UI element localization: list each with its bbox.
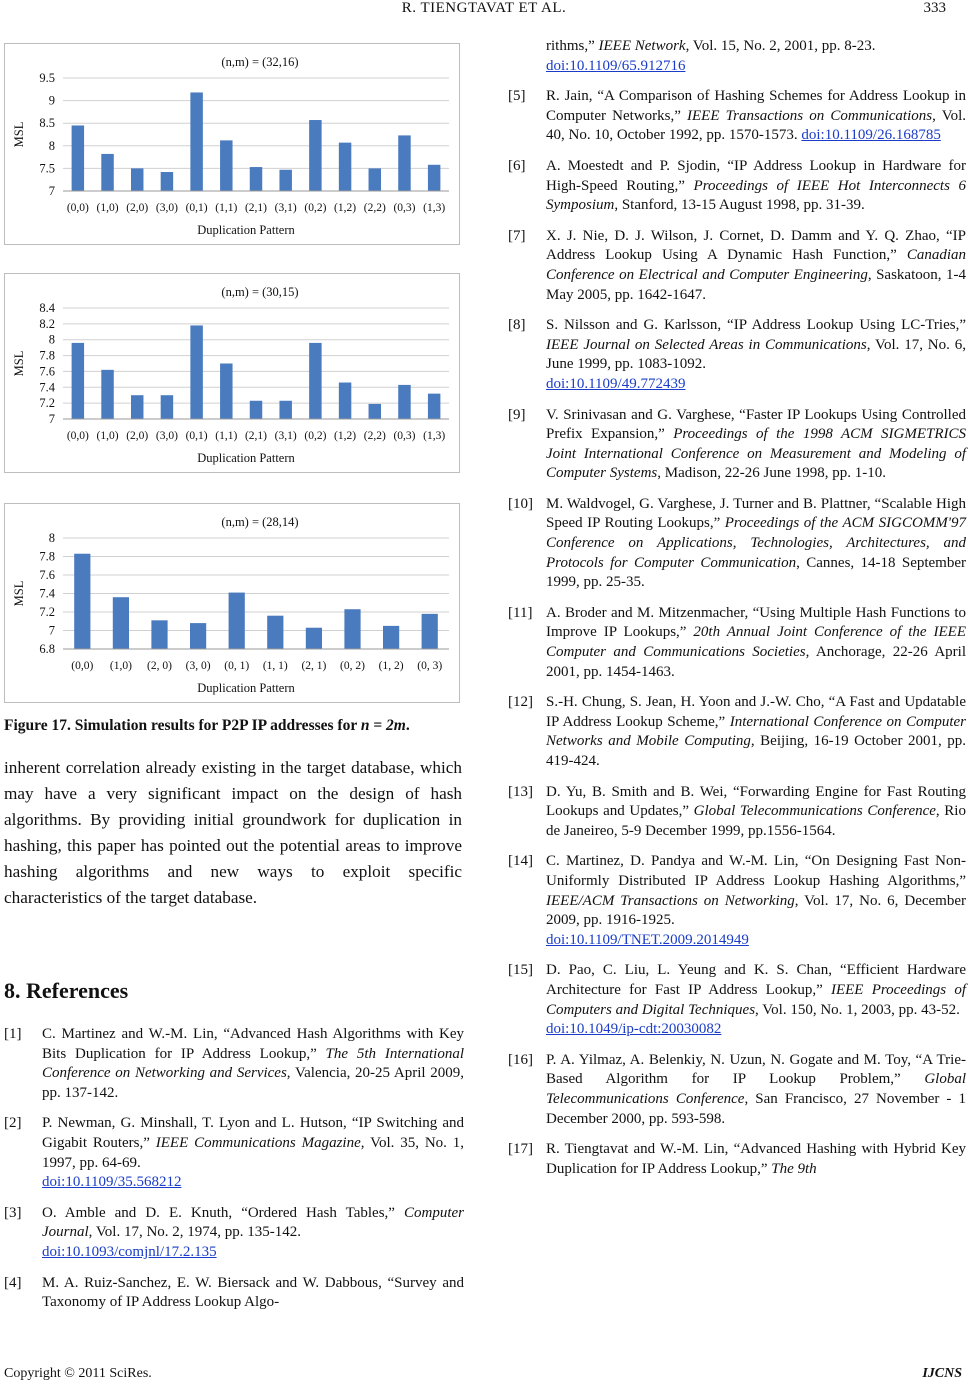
chart-panel-1 [4, 43, 460, 245]
references-heading: 8. References [4, 978, 129, 1003]
x-tick-label: (0,3) [393, 430, 416, 442]
reference-number: [3] [4, 1204, 22, 1221]
bar [428, 165, 440, 191]
reference-authors-title: C. Martinez, D. Pandya and W.-M. Lin, “On Designing Fast Non-Uniformly Distributed IP Address Lookup Hashing Algorithms,” [546, 853, 966, 889]
bar [250, 401, 262, 419]
y-tick-label: 9 [48, 93, 55, 108]
reference-authors-title: A. Moestedt and P. Sjodin, “IP Address Lookup in Hardware for High-Speed Routing,” [546, 157, 966, 194]
doi-link[interactable]: doi:10.1109/TNET.2009.2014949 [546, 931, 749, 948]
journal-footer: IJCNS [922, 1366, 962, 1381]
reference-number: [2] [4, 1115, 22, 1132]
x-tick-label: (1,2) [334, 430, 357, 442]
reference-entry [508, 961, 966, 1039]
reference-details: , Madison, 22-26 June 1998, pp. 1-10. [657, 465, 886, 482]
reference-details: , Cannes, 14-18 September 1999, pp. 25-35. [546, 554, 966, 591]
reference-number: [8] [508, 317, 526, 334]
chart-title: (n,m) = (32,16) [221, 55, 299, 69]
x-tick-label: (2,0) [126, 430, 149, 442]
reference-details: , Vol. 40, No. 10, October 1992, pp. 1570-1573. [546, 107, 967, 144]
x-axis-label: Duplication Pattern [197, 223, 295, 237]
reference-venue: IEEE Journal on Selected Areas in Communications [546, 336, 867, 353]
y-tick-label: 6.8 [39, 642, 55, 656]
x-tick-label: (2, 1) [301, 660, 327, 672]
chart-panel-3 [4, 503, 460, 703]
doi-link[interactable]: doi:10.1109/49.772439 [546, 375, 686, 392]
bar [131, 395, 143, 419]
reference-text [42, 1025, 464, 1103]
reference-venue: The 5th International Conference on Networking and Services [42, 1045, 464, 1082]
reference-venue: Computer Journal [42, 1204, 464, 1241]
reference-authors-title: A. Broder and M. Mitzenmacher, “Using Multiple Hash Functions to Improve IP Lookups,” [546, 604, 966, 641]
reference-entry [4, 1025, 464, 1103]
reference-text [546, 157, 966, 216]
x-tick-label: (2,2) [363, 202, 386, 214]
y-tick-label: 8.5 [39, 116, 55, 131]
reference-text [546, 316, 966, 394]
reference-entry [4, 1114, 464, 1192]
y-axis-label: MSL [12, 350, 26, 377]
reference-authors-title: V. Srinivasan and G. Varghese, “Faster IP Lookups Using Controlled Prefix Expansion,” [546, 406, 966, 443]
reference-text [546, 604, 966, 682]
reference-entry [508, 783, 966, 842]
x-tick-label: (0,0) [66, 430, 89, 442]
figure-caption [4, 715, 460, 737]
reference-authors-title: P. Newman, G. Minshall, T. Lyon and L. Hutson, “IP Switching and Gigabit Routers,” [42, 1115, 464, 1151]
bar [398, 385, 410, 419]
figure-caption-var: n [360, 717, 370, 734]
reference-text [42, 1274, 464, 1313]
y-tick-label: 8 [48, 332, 55, 347]
x-tick-label: (0,2) [304, 430, 327, 442]
reference-venue: Global Telecommunications Conference [693, 803, 936, 820]
doi-link[interactable]: doi:10.1109/26.168785 [801, 127, 941, 144]
reference-authors-title: P. A. Yilmaz, A. Belenkiy, N. Uzun, N. Gogate and M. Toy, “A Trie-Based Algorithm for IP Lookup Problem,” [546, 1051, 966, 1088]
y-tick-label: 7 [48, 412, 55, 426]
x-tick-label: (0, 1) [224, 660, 250, 672]
x-tick-label: (0,3) [393, 202, 416, 214]
x-tick-label: (1,0) [109, 660, 132, 672]
reference-details: , Vol. 17, No. 6, June 1999, pp. 1083-1092. [546, 336, 966, 373]
reference-number: [10] [508, 495, 533, 512]
reference-number: [4] [4, 1274, 22, 1291]
reference-venue: Proceedings of the ACM SIGCOMM'97 Conference on Applications, Technologies, Architectures, and Protocols for Computer Communication [546, 515, 967, 571]
bar [309, 343, 321, 419]
bar [190, 92, 202, 191]
reference-number: [7] [508, 227, 526, 244]
x-tick-label: (0,1) [185, 430, 208, 442]
reference-text [546, 406, 966, 484]
reference-venue: 20th Annual Joint Conference of the IEEE Computer and Communications Societies [546, 624, 966, 661]
x-tick-label: (0, 3) [417, 660, 443, 672]
reference-authors-title: M. A. Ruiz-Sanchez, E. W. Biersack and W. Dabbous, “Survey and Taxonomy of IP Address Lookup Algo- [42, 1274, 464, 1311]
bar [383, 626, 399, 649]
bar [161, 395, 173, 419]
doi-link[interactable]: doi:10.1109/35.568212 [42, 1174, 182, 1191]
reference-number: [15] [508, 962, 533, 979]
x-tick-label: (1,0) [96, 202, 119, 214]
bar [339, 383, 351, 419]
x-tick-label: (1,2) [334, 202, 357, 214]
reference-number: [17] [508, 1141, 533, 1158]
x-tick-label: (1,3) [423, 202, 446, 214]
bar [267, 616, 283, 649]
y-tick-label: 8 [48, 531, 55, 545]
y-tick-label: 7.2 [39, 605, 55, 619]
reference-details: , Anchorage, 22-26 April 2001, pp. 1454-1463. [546, 644, 966, 680]
reference-details: , Vol. 17, No. 6, December 2009, pp. 1916-1925. [546, 892, 966, 929]
reference-entry [508, 37, 966, 76]
reference-entry [508, 87, 966, 146]
doi-link[interactable]: doi:10.1093/comjnl/17.2.135 [42, 1243, 217, 1260]
chart-panel-2 [4, 273, 460, 473]
reference-text [546, 37, 966, 76]
bar [422, 614, 438, 649]
bar [306, 628, 322, 649]
x-axis-label: Duplication Pattern [197, 681, 295, 695]
x-tick-label: (1,0) [96, 430, 119, 442]
y-tick-label: 7 [48, 623, 55, 638]
reference-details: , Vol. 17, No. 2, 1974, pp. 135-142. [88, 1224, 302, 1241]
reference-venue: International Conference on Computer Networks and Mobile Computing [546, 713, 966, 750]
figure-caption-expr: 2m [386, 717, 406, 734]
y-axis-label: MSL [12, 121, 26, 148]
running-title: R. TIENGTAVAT ET AL. [401, 0, 567, 16]
x-tick-label: (2,2) [363, 430, 386, 442]
reference-entry [508, 495, 966, 593]
bar [428, 394, 440, 419]
page-number: 333 [923, 0, 946, 16]
bar [101, 154, 113, 191]
reference-number: [11] [508, 604, 533, 621]
reference-venue: IEEE Network [598, 38, 686, 54]
reference-authors-title: R. Jain, “A Comparison of Hashing Schemes for Address Lookup in Computer Networks,” [546, 88, 966, 124]
bar [339, 143, 351, 191]
reference-entry [508, 227, 966, 305]
reference-venue: Global Telecommunications Conference [546, 1071, 966, 1107]
bar [72, 125, 84, 191]
y-tick-label: 7.4 [39, 380, 55, 395]
reference-entry [508, 406, 966, 484]
bar [131, 168, 143, 191]
reference-details: , Stanford, 13-15 August 1998, pp. 31-39. [614, 197, 865, 214]
reference-authors-title: S.-H. Chung, S. Jean, H. Yoon and J.-W. Cho, “A Fast and Updatable IP Address Lookup Scheme,” [546, 694, 966, 730]
reference-details: , Vol. 15, No. 2, 2001, pp. 8-23. [685, 38, 876, 54]
x-tick-label: (1,1) [215, 202, 238, 214]
x-tick-label: (1, 1) [262, 660, 288, 672]
reference-entry [4, 1204, 464, 1263]
bar [74, 554, 90, 649]
reference-text [42, 1204, 464, 1263]
references-list-left [4, 1025, 464, 1324]
reference-venue: Proceedings of IEEE Hot Interconnects 6 Symposium [546, 177, 966, 214]
reference-details: , Beijing, 16-19 October 2001, pp. 419-424. [546, 733, 966, 769]
reference-number: [13] [508, 783, 533, 800]
y-tick-label: 7.5 [39, 161, 55, 176]
chart-title: (n,m) = (30,15) [221, 285, 299, 299]
reference-details: , Saskatoon, 1-4 May 2005, pp. 1642-1647. [546, 266, 966, 303]
bar [220, 364, 232, 420]
reference-details: , Vol. 150, No. 1, 2003, pp. 43-52. [755, 1001, 960, 1018]
reference-number: [14] [508, 853, 533, 870]
reference-venue: IEEE/ACM Transactions on Networking [546, 892, 795, 909]
reference-venue: IEEE Transactions on Communications [687, 107, 933, 124]
reference-entry [508, 316, 966, 394]
reference-details: , San Francisco, 27 November - 1 December 2000, pp. 593-598. [546, 1090, 967, 1127]
bar [190, 623, 206, 649]
bar [398, 135, 410, 191]
bar-chart-32-16 [5, 44, 459, 244]
y-axis-label: MSL [12, 580, 26, 607]
y-tick-label: 7.6 [39, 568, 55, 582]
y-tick-label: 7.8 [39, 549, 55, 564]
x-tick-label: (3,1) [274, 202, 297, 214]
reference-text [546, 693, 966, 771]
bar [113, 597, 129, 649]
bar-chart-28-14 [5, 504, 459, 702]
bar [101, 370, 113, 419]
reference-text [546, 961, 966, 1039]
x-tick-label: (0,1) [185, 202, 208, 214]
reference-authors-title: D. Yu, B. Smith and B. Wei, “Forwarding Engine for Fast Routing Lookups and Updates,” [546, 783, 966, 820]
y-tick-label: 7 [48, 184, 55, 198]
conclusion-paragraph: inherent correlation already existing in the target database, which may have a very significant impact on the design of hash algorithms. By providing initial groundwork for duplication in hashing, this paper has pointed out the potential areas to improve hashing algorithms and new ways to exploit specific characteristics of the target database. [4, 758, 462, 907]
reference-number: [5] [508, 88, 526, 105]
bar [279, 401, 291, 419]
reference-text [42, 1114, 464, 1192]
x-tick-label: (0,0) [66, 202, 89, 214]
figure-caption-end: . [405, 717, 410, 734]
references-list-right [508, 37, 966, 1190]
bar [220, 140, 232, 191]
reference-number: [1] [4, 1026, 22, 1042]
reference-entry [508, 852, 966, 950]
y-tick-label: 9.5 [39, 71, 55, 85]
reference-details: , Vol. 35, No. 1, 1997, pp. 64-69. [42, 1134, 464, 1171]
reference-text [546, 852, 966, 950]
reference-venue: The 9th [771, 1160, 817, 1177]
reference-authors-title: C. Martinez and W.-M. Lin, “Advanced Hash Algorithms with Key Bits Duplication for IP Address Lookup,” [42, 1026, 464, 1062]
x-tick-label: (0,0) [71, 660, 94, 672]
bar [229, 593, 245, 649]
reference-authors-title: S. Nilsson and G. Karlsson, “IP Address Lookup Using LC-Tries,” [546, 317, 966, 334]
y-tick-label: 8 [48, 138, 55, 153]
x-tick-label: (3, 0) [185, 660, 211, 672]
bar [344, 609, 360, 649]
y-tick-label: 7.6 [39, 364, 55, 379]
reference-number: [16] [508, 1051, 533, 1068]
reference-text [546, 1140, 966, 1179]
x-tick-label: (2,0) [126, 202, 149, 214]
bar [369, 404, 381, 419]
reference-authors-title: X. J. Nie, D. J. Wilson, J. Cornet, D. Damm and Y. Q. Zhao, “IP Address Lookup Using A Dynamic Hash Function,” [546, 227, 966, 264]
y-tick-label: 8.2 [39, 316, 55, 331]
reference-venue: Proceedings of the 1998 ACM SIGMETRICS Joint International Conference on Measurement and Modeling of Computer Systems [546, 426, 967, 482]
reference-entry [508, 693, 966, 771]
reference-entry [508, 1140, 966, 1179]
x-tick-label: (2,1) [244, 430, 268, 442]
reference-number: [6] [508, 157, 526, 174]
reference-text [546, 227, 966, 305]
bar [279, 170, 291, 191]
reference-details: , Rio de Janeireo, 5-9 December 1999, pp.1556-1564. [546, 803, 966, 839]
y-tick-label: 7.2 [39, 396, 55, 411]
reference-authors-title: D. Pao, C. Liu, L. Yeung and K. S. Chan, “Efficient Hardware Architecture for Fast IP Address Lookup,” [546, 962, 966, 998]
reference-entry [508, 604, 966, 682]
reference-venue: IEEE Communications Magazine [155, 1134, 361, 1151]
bar [250, 167, 262, 191]
reference-text [546, 87, 966, 146]
reference-text [546, 495, 966, 593]
doi-link[interactable]: doi:10.1109/65.912716 [546, 57, 686, 74]
x-tick-label: (0,2) [304, 202, 327, 214]
reference-venue: IEEE Proceedings of Computers and Digital Techniques [546, 981, 967, 1018]
reference-text [546, 783, 966, 842]
x-tick-label: (3,1) [274, 430, 297, 442]
doi-link[interactable]: doi:10.1049/ip-cdt:20030082 [546, 1021, 722, 1038]
reference-entry [4, 1274, 464, 1313]
x-tick-label: (3,0) [155, 202, 178, 214]
x-tick-label: (1, 2) [378, 660, 404, 672]
bar [151, 620, 167, 649]
x-tick-label: (2,1) [244, 202, 268, 214]
reference-number: [12] [508, 694, 533, 711]
reference-number: [9] [508, 406, 526, 423]
reference-entry [508, 157, 966, 216]
reference-authors-title: O. Amble and D. E. Knuth, “Ordered Hash Tables,” [42, 1204, 404, 1221]
bar [190, 325, 202, 419]
bar [309, 120, 321, 191]
reference-venue: Canadian Conference on Electrical and Computer Engineering [546, 247, 966, 283]
reference-entry [508, 1051, 966, 1129]
reference-number [508, 37, 546, 76]
reference-authors-title: R. Tiengtavat and W.-M. Lin, “Advanced Hashing with Hybrid Key Duplication for IP Address Lookup,” [546, 1141, 966, 1177]
y-tick-label: 7.8 [39, 348, 55, 363]
y-tick-label: 7.4 [39, 586, 55, 601]
reference-text [546, 1051, 966, 1129]
chart-title: (n,m) = (28,14) [221, 515, 299, 529]
x-tick-label: (0, 2) [340, 660, 365, 672]
x-tick-label: (3,0) [155, 430, 178, 442]
bar [161, 172, 173, 191]
figure-caption-label: Figure 17. Simulation results for P2P IP addresses for [4, 717, 357, 734]
reference-authors-title: rithms,” [546, 38, 599, 54]
x-tick-label: (1,1) [215, 430, 238, 442]
reference-details: , Valencia, 20-25 April 2009, pp. 137-142. [42, 1065, 464, 1101]
x-tick-label: (1,3) [423, 430, 446, 442]
x-axis-label: Duplication Pattern [197, 451, 295, 465]
reference-authors-title: M. Waldvogel, G. Varghese, J. Turner and B. Plattner, “Scalable High Speed IP Routing Lookups,” [546, 495, 966, 532]
copyright-footer: Copyright © 2011 SciRes. [4, 1366, 152, 1381]
figure-caption-eq: = [369, 717, 387, 734]
bar [72, 343, 84, 419]
bar [369, 168, 381, 191]
x-tick-label: (2, 0) [147, 660, 172, 672]
y-tick-label: 8.4 [39, 301, 55, 315]
bar-chart-30-15 [5, 274, 459, 472]
